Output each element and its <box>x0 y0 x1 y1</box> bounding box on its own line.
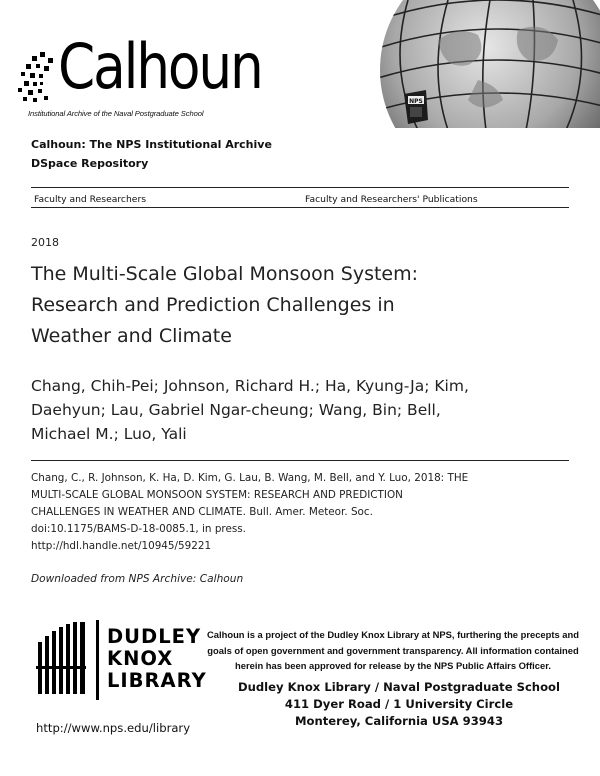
nps-badge-icon <box>404 90 428 124</box>
divider <box>96 620 99 700</box>
logo-line: KNOX <box>107 647 174 670</box>
divider <box>31 187 569 188</box>
footer-disclaimer <box>193 627 593 674</box>
citation-block <box>31 470 561 555</box>
address-line: Dudley Knox Library / Naval Postgraduate School <box>238 680 560 694</box>
repository-name: DSpace Repository <box>31 157 149 170</box>
globe-graphic <box>378 0 600 128</box>
dudley-knox-library-logo-text <box>107 626 207 692</box>
calhoun-logo-tagline: Institutional Archive of the Naval Postgraduate School <box>28 109 204 118</box>
citation-line: Chang, C., R. Johnson, K. Ha, D. Kim, G. Lau, B. Wang, M. Bell, and Y. Luo, 2018: THE <box>31 472 469 484</box>
library-url-link[interactable]: http://www.nps.edu/library <box>36 721 191 735</box>
author-line: Michael M.; Luo, Yali <box>31 425 187 443</box>
author-line: Daehyun; Lau, Gabriel Ngar-cheung; Wang, Bin; Bell, <box>31 401 441 419</box>
calhoun-logo-text: Calhoun <box>58 30 262 103</box>
document-title <box>31 259 551 352</box>
title-line: The Multi-Scale Global Monsoon System: <box>31 263 419 285</box>
author-list <box>31 374 561 446</box>
title-line: Research and Prediction Challenges in <box>31 294 395 316</box>
disclaimer-line: goals of open government and government transparency. All information contained <box>207 644 579 656</box>
logo-line: LIBRARY <box>107 669 207 692</box>
handle-link[interactable]: http://hdl.handle.net/10945/59221 <box>31 540 212 552</box>
publication-year: 2018 <box>31 236 59 249</box>
downloaded-note: Downloaded from NPS Archive: Calhoun <box>31 573 244 585</box>
footer-address <box>193 679 600 730</box>
title-line: Weather and Climate <box>31 325 232 347</box>
divider <box>31 460 569 461</box>
address-line: Monterey, California USA 93943 <box>294 714 504 728</box>
disclaimer-line: Calhoun is a project of the Dudley Knox Library at NPS, furthering the precepts and <box>207 629 579 640</box>
logo-line: DUDLEY <box>107 625 202 648</box>
citation-line: MULTI-SCALE GLOBAL MONSOON SYSTEM: RESEARCH AND PREDICTION <box>31 489 403 501</box>
dudley-knox-library-icon <box>36 622 86 694</box>
archive-name: Calhoun: The NPS Institutional Archive <box>31 138 272 151</box>
breadcrumb-collection-link[interactable]: Faculty and Researchers <box>34 194 147 205</box>
divider <box>31 207 569 208</box>
globe-badge-text: NPS <box>409 98 423 105</box>
calhoun-logo-mark-icon <box>18 52 62 106</box>
author-line: Chang, Chih-Pei; Johnson, Richard H.; Ha, Kyung-Ja; Kim, <box>31 377 469 395</box>
citation-line: doi:10.1175/BAMS-D-18-0085.1, in press. <box>31 523 246 535</box>
citation-line: CHALLENGES IN WEATHER AND CLIMATE. Bull. Amer. Meteor. Soc. <box>31 506 373 518</box>
breadcrumb-subcollection-link[interactable]: Faculty and Researchers' Publications <box>305 194 478 205</box>
disclaimer-line: herein has been approved for release by the NPS Public Affairs Officer. <box>235 660 551 671</box>
address-line: 411 Dyer Road / 1 University Circle <box>284 697 514 711</box>
